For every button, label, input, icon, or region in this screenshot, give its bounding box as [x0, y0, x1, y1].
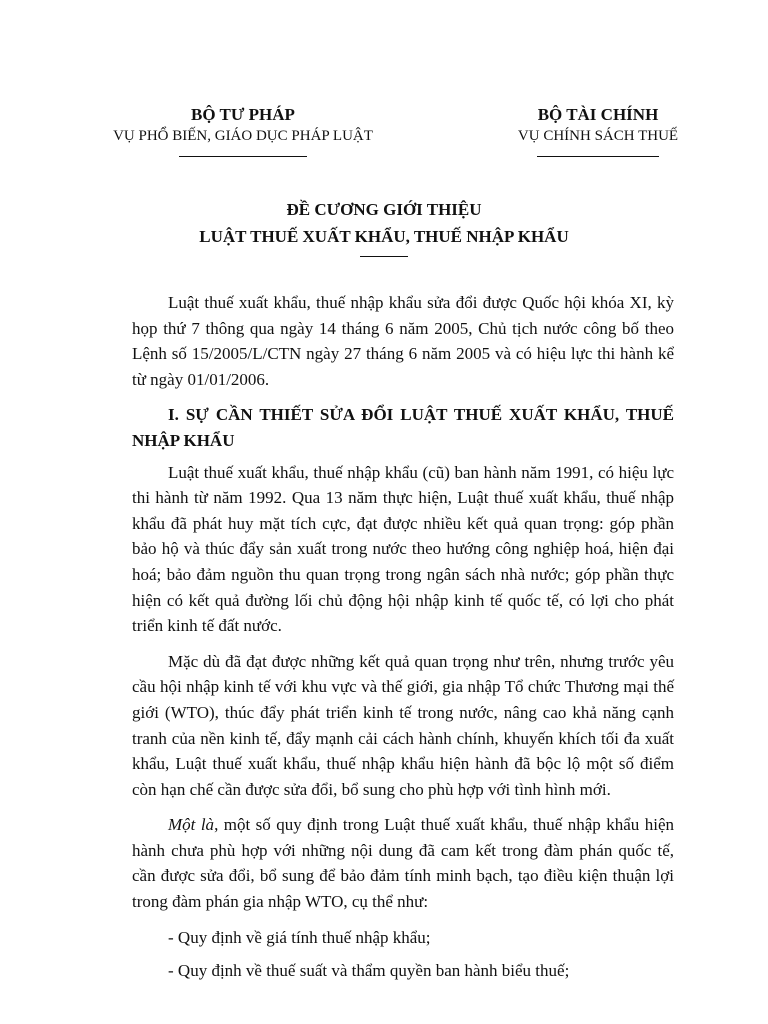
document-title: [0, 196, 768, 257]
title-rule: [360, 256, 408, 257]
bullet-item: - Quy định về thuế suất và thẩm quyền ban hành biểu thuế;: [168, 961, 570, 981]
intro-paragraph: Luật thuế xuất khẩu, thuế nhập khẩu sửa đổi được Quốc hội khóa XI, kỳ họp thứ 7 thông qua ngày 14 tháng 6 năm 2005, Chủ tịch nước công bố theo Lệnh số 15/2005/L/CTN ngày 27 tháng 6 năm 2005 và có hiệu lực thi hành kể từ ngày 01/01/2006.: [132, 293, 674, 389]
header-left-rule: [179, 156, 307, 157]
ministry-of-justice: BỘ TƯ PHÁP: [191, 105, 295, 124]
paragraph-1: Luật thuế xuất khẩu, thuế nhập khẩu (cũ) ban hành năm 1991, có hiệu lực thi hành từ năm 1992. Qua 13 năm thực hiện, Luật thuế xuất khẩu, thuế nhập khẩu đã phát huy mặt tích cực, đạt được nhiều kết quả quan trọng: góp phần bảo hộ và thúc đẩy sản xuất trong nước theo hướng công nghiệp hoá, hiện đại hoá; bảo đảm nguồn thu quan trọng trong ngân sách nhà nước; góp phần thực hiện có kết quả đường lối chủ động hội nhập kinh tế quốc tế, có lợi cho phát triển kinh tế đất nước.: [132, 462, 674, 636]
tax-policy-department: VỤ CHÍNH SÁCH THUẾ: [517, 128, 679, 144]
header-left: [90, 104, 396, 157]
paragraph-3-text: , một số quy định trong Luật thuế xuất khẩu, thuế nhập khẩu hiện hành chưa phù hợp với những nội dung đã cam kết trong đàm phán quốc tế, cần được sửa đổi, bổ sung để bảo đảm tính minh bạch, tạo điều kiện thuận lợi trong đàm phán gia nhập WTO, cụ thể như:: [132, 815, 674, 912]
paragraph-3: [132, 812, 674, 914]
bullet-item: - Quy định về giá tính thuế nhập khẩu;: [168, 927, 431, 947]
header-right-rule: [537, 156, 659, 157]
ministry-of-finance: BỘ TÀI CHÍNH: [537, 105, 659, 124]
section-1-heading: I. SỰ CẦN THIẾT SỬA ĐỔI LUẬT THUẾ XUẤT KHẨU, THUẾ NHẬP KHẨU: [132, 405, 674, 450]
header-right: [500, 104, 696, 157]
paragraph-3-lead: Một là: [168, 815, 215, 835]
title-line-2: LUẬT THUẾ XUẤT KHẨU, THUẾ NHẬP KHẨU: [199, 227, 569, 246]
paragraph-2: Mặc dù đã đạt được những kết quả quan trọng như trên, nhưng trước yêu cầu hội nhập kinh tế với khu vực và thế giới, gia nhập Tổ chức Thương mại thế giới (WTO), thúc đẩy phát triển kinh tế trong nước, nâng cao khả năng cạnh tranh của nền kinh tế, đẩy mạnh cải cách hành chính, khuyến khích tối đa xuất khẩu, Luật thuế xuất khẩu, thuế nhập khẩu hiện hành đã bộc lộ một số điểm còn hạn chế cần được sửa đổi, bổ sung cho phù hợp với tình hình mới.: [132, 651, 674, 799]
dissemination-department: VỤ PHỔ BIẾN, GIÁO DỤC PHÁP LUẬT: [113, 128, 373, 144]
title-line-1: ĐỀ CƯƠNG GIỚI THIỆU: [286, 200, 482, 219]
document-body: [132, 290, 674, 992]
